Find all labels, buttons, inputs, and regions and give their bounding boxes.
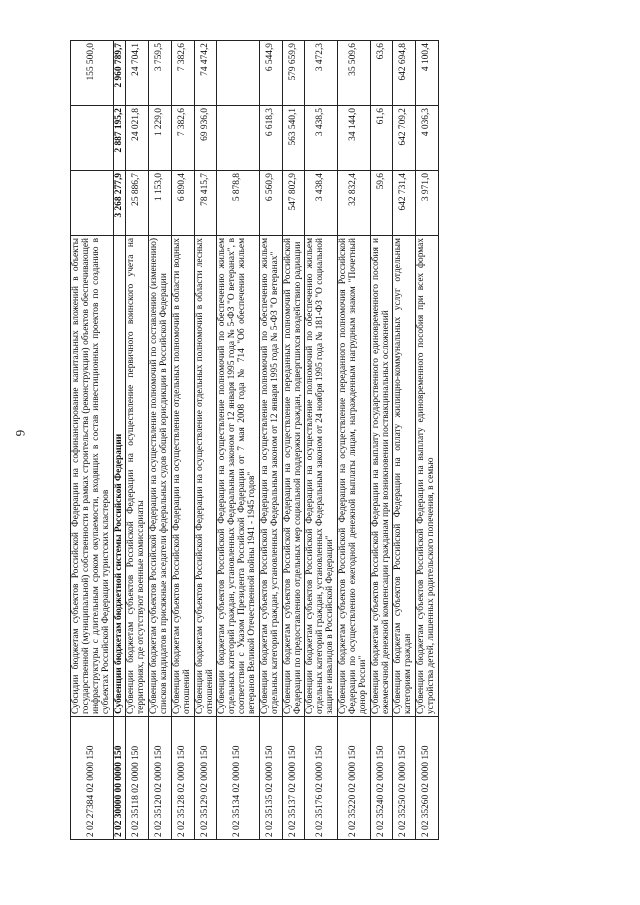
- row-code: 2 02 35176 02 0000 150: [305, 717, 338, 840]
- row-value-2023: 579 659,9: [282, 41, 305, 106]
- row-value-2023: 24 704,1: [126, 41, 149, 106]
- row-value-2021: 3 438,4: [305, 171, 338, 236]
- row-value-2022: 563 540,1: [282, 106, 305, 171]
- row-code: 2 02 35240 02 0000 150: [370, 717, 393, 840]
- row-code: 2 02 35128 02 0000 150: [171, 717, 194, 840]
- row-value-2023: 4 100,4: [416, 41, 439, 106]
- rotated-table-container: [70, 40, 550, 840]
- table-row: [171, 41, 194, 840]
- table-row: [126, 41, 149, 840]
- row-code: 2 02 35220 02 0000 150: [338, 717, 371, 840]
- row-value-2023: 642 694,8: [393, 41, 416, 106]
- row-name: Субвенции бюджетам субъектов Российской Федерации на осуществление отдельных полномочий в области лесных отношений: [194, 236, 217, 717]
- row-value-2022: 34 144,0: [338, 106, 371, 171]
- row-name: Субвенции бюджетам субъектов Российской Федерации на осуществление переданных полномочий Российской Федерации по предоставлению отдельных мер социальной поддержки граждан, подвергшихся воздействию радиации: [282, 236, 305, 717]
- table-row: [194, 41, 217, 840]
- row-value-2023: 6 544,9: [259, 41, 282, 106]
- row-value-2022: 4 036,3: [416, 106, 439, 171]
- row-name: Субвенции бюджетам субъектов Российской Федерации на осуществление отдельных полномочий в области водных отношений: [171, 236, 194, 717]
- budget-table-body: [71, 41, 439, 840]
- table-row: [71, 41, 114, 840]
- table-row: [338, 41, 371, 840]
- row-code: 2 02 35250 02 0000 150: [393, 717, 416, 840]
- row-value-2023: 74 474,2: [194, 41, 217, 106]
- row-code: 2 02 35120 02 0000 150: [149, 717, 172, 840]
- row-value-2022: 7 382,6: [171, 106, 194, 171]
- row-name: Субвенции бюджетам субъектов Российской Федерации на осуществление полномочий по обеспечению жильем отдельных категорий граждан, установленных Федеральным законом от 24 ноября 1995 года № 181-ФЗ "О социальной защите инвалидов в Российской Федерации": [305, 236, 338, 717]
- row-value-2022: 24 021,8: [126, 106, 149, 171]
- table-row: [370, 41, 393, 840]
- row-value-2022: 2 887 195,2: [113, 106, 126, 171]
- row-value-2021: 25 886,7: [126, 171, 149, 236]
- row-code: 2 02 35137 02 0000 150: [282, 717, 305, 840]
- row-value-2023: 3 472,3: [305, 41, 338, 106]
- row-code: 2 02 35129 02 0000 150: [194, 717, 217, 840]
- row-code: 2 02 35134 02 0000 150: [217, 717, 260, 840]
- row-name: Субвенции бюджетам субъектов Российской Федерации на осуществление полномочий по составлению (изменению) списков кандидатов в присяжные заседатели федеральных судов общей юрисдикции в Российской Федерации: [149, 236, 172, 717]
- row-value-2022: 6 618,3: [259, 106, 282, 171]
- row-value-2021: 5 878,8: [217, 171, 260, 236]
- row-code: 2 02 35118 02 0000 150: [126, 717, 149, 840]
- row-name: Субвенции бюджетам бюджетной системы Российской Федерации: [113, 236, 126, 717]
- row-value-2023: 155 500,0: [71, 41, 114, 106]
- table-row: [305, 41, 338, 840]
- row-value-2022: [217, 106, 260, 171]
- table-row: [149, 41, 172, 840]
- row-value-2021: 547 802,9: [282, 171, 305, 236]
- row-value-2021: 59,6: [370, 171, 393, 236]
- row-name: Субвенции бюджетам субъектов Российской Федерации на осуществление полномочий по обеспечению жильем отдельных категорий граждан, установленных Федеральным законом от 12 января 1995 года № 5-ФЗ "О ветеранах": [259, 236, 282, 717]
- row-value-2023: 3 759,5: [149, 41, 172, 106]
- row-name: Субвенции бюджетам субъектов Российской Федерации на выплату единовременного пособия при всех формах устройства детей, лишенных родительского попечения, в семью: [416, 236, 439, 717]
- row-value-2023: 2 960 789,7: [113, 41, 126, 106]
- row-value-2022: 1 229,0: [149, 106, 172, 171]
- row-value-2021: 78 415,7: [194, 171, 217, 236]
- row-value-2023: 63,6: [370, 41, 393, 106]
- table-row: [282, 41, 305, 840]
- row-name: Субсидии бюджетам субъектов Российской Федерации на софинансирование капитальных вложений в объекты государственной (муниципальной) собственности в рамках строительства (реконструкции) объектов обеспечивающей инфраструктуры с длительным сроком окупаемости, входящих в состав инвестиционных проектов по созданию в субъектах Российской Федерации туристских кластеров: [71, 236, 114, 717]
- row-code: 2 02 35260 02 0000 150: [416, 717, 439, 840]
- row-code: 2 02 35135 02 0000 150: [259, 717, 282, 840]
- row-value-2021: 1 153,0: [149, 171, 172, 236]
- row-code: 2 02 27384 02 0000 150: [71, 717, 114, 840]
- row-value-2021: 3 971,0: [416, 171, 439, 236]
- row-value-2023: 35 509,6: [338, 41, 371, 106]
- row-name: Субвенции бюджетам субъектов Российской Федерации на выплату государственного единовременного пособия и ежемесячной денежной компенсации гражданам при возникновении поствакцинальных осложнений: [370, 236, 393, 717]
- row-value-2021: [71, 171, 114, 236]
- table-row: [259, 41, 282, 840]
- row-value-2022: 3 438,5: [305, 106, 338, 171]
- table-row: [113, 41, 126, 840]
- table-row: [393, 41, 416, 840]
- row-value-2022: 642 709,2: [393, 106, 416, 171]
- row-value-2023: [217, 41, 260, 106]
- budget-table: [70, 40, 439, 840]
- row-value-2021: 6 560,9: [259, 171, 282, 236]
- row-name: Субвенции бюджетам субъектов Российской Федерации на оплату жилищно-коммунальных услуг отдельным категориям граждан: [393, 236, 416, 717]
- row-value-2021: 6 890,4: [171, 171, 194, 236]
- row-value-2022: [71, 106, 114, 171]
- row-code: 2 02 30000 00 0000 150: [113, 717, 126, 840]
- table-row: [416, 41, 439, 840]
- page-number: 6: [13, 429, 28, 437]
- row-value-2021: 32 832,4: [338, 171, 371, 236]
- row-value-2022: 61,6: [370, 106, 393, 171]
- row-value-2022: 69 936,0: [194, 106, 217, 171]
- row-name: Субвенции бюджетам субъектов Российской Федерации на осуществление переданного полномочия Российской Федерации по осуществлению ежегодной денежной выплаты лицам, награжденным нагрудным знаком "Почетный донор России": [338, 236, 371, 717]
- table-row: [217, 41, 260, 840]
- row-name: Субвенции бюджетам субъектов Российской Федерации на осуществление первичного воинского учета на территориях, где отсутствуют военные комиссариаты: [126, 236, 149, 717]
- row-value-2021: 3 268 277,9: [113, 171, 126, 236]
- row-name: Субвенции бюджетам субъектов Российской Федерации на осуществление полномочий по обеспечению жильем отдельных категорий граждан, установленных Федеральным законом от 12 января 1995 года № 5-ФЗ "О ветеранах", в соответствии с Указом Президента Российской Федерации от 7 мая 2008 года № 714 "Об обеспечении жильем ветеранов Великой Отечественной войны 1941 - 1945 годов": [217, 236, 260, 717]
- row-value-2021: 642 731,4: [393, 171, 416, 236]
- row-value-2023: 7 382,6: [171, 41, 194, 106]
